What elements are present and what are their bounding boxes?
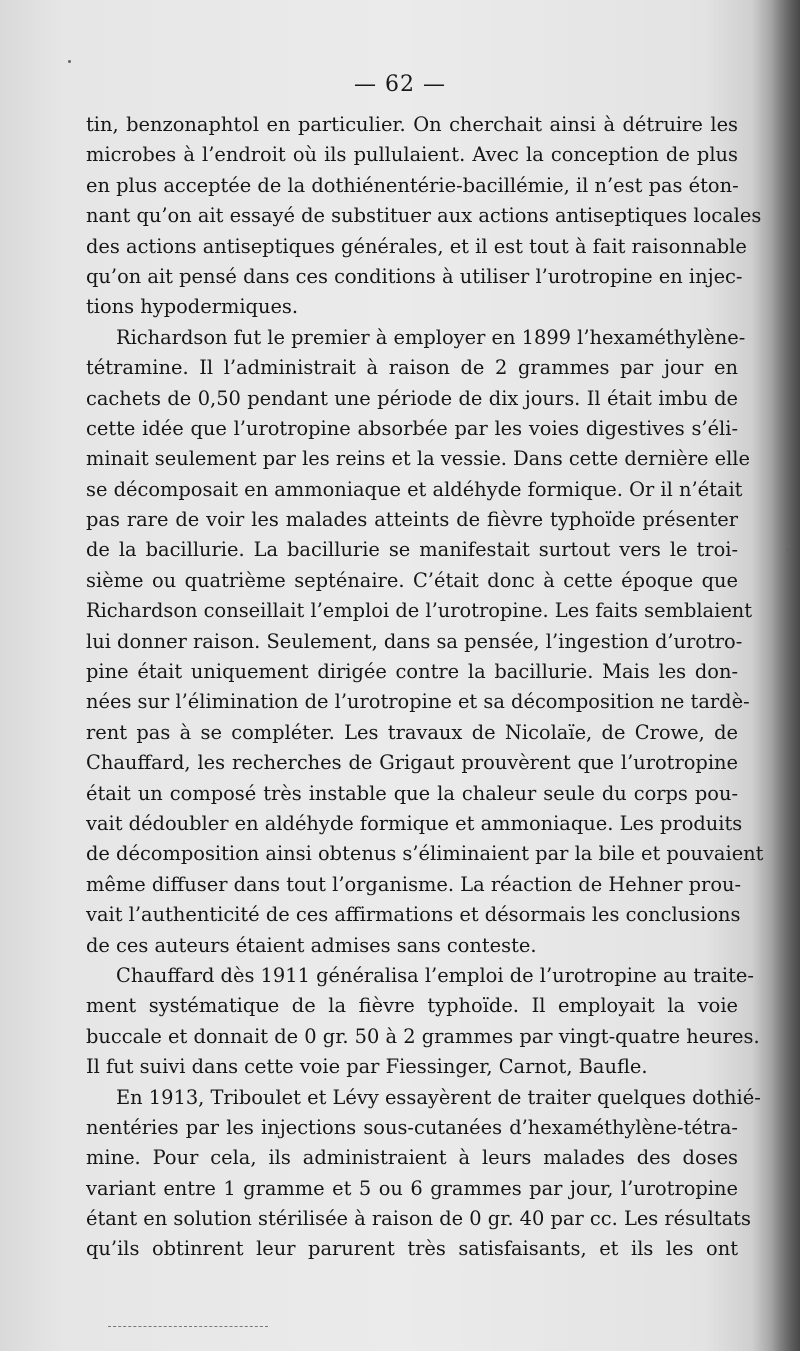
text-line: en plus acceptée de la dothiénentérie-bacillémie, il n’est pas éton- [86,173,739,197]
text-line: sième ou quatrième septénaire. C’était donc à cette époque que [86,568,738,592]
text-line: de la bacillurie. La bacillurie se manifestait surtout vers le troi- [86,538,738,562]
text-line: mine. Pour cela, ils administraient à leurs malades des doses [86,1146,738,1170]
text-line: En 1913, Triboulet et Lévy essayèrent de traiter quelques dothié- [116,1085,761,1109]
text-line: lui donner raison. Seulement, dans sa pensée, l’ingestion d’urotro- [86,629,743,653]
text-line: Richardson fut le premier à employer en 1899 l’hexaméthylène- [116,325,746,349]
text-line: cette idée que l’urotropine absorbée par les voies digestives s’éli- [86,416,738,440]
text-line: variant entre 1 gramme et 5 ou 6 grammes par jour, l’urotropine [86,1176,738,1200]
text-line: nant qu’on ait essayé de substituer aux actions antiseptiques locales [86,204,762,228]
text-line: cachets de 0,50 pendant une période de dix jours. Il était imbu de [86,386,738,410]
paper-speck [786,548,789,551]
text-line: Il fut suivi dans cette voie par Fiessinger, Carnot, Baufle. [86,1055,648,1079]
text-line: Chauffard dès 1911 généralisa l’emploi de l’urotropine au traite- [116,963,754,987]
text-line: qu’on ait pensé dans ces conditions à utiliser l’urotropine en injec- [86,264,743,288]
text-line: qu’ils obtinrent leur parurent très satisfaisants, et ils les ont [86,1237,738,1261]
footer-rule [108,1326,268,1327]
text-line: nées sur l’élimination de l’urotropine et sa décomposition ne tardè- [86,690,750,714]
text-line: tétramine. Il l’administrait à raison de 2 grammes par jour en [86,356,738,380]
text-line: se décomposait en ammoniaque et aldéhyde formique. Or il n’était [86,477,743,501]
page-binding-shadow [772,0,800,1351]
text-line: microbes à l’endroit où ils pullulaient. Avec la conception de plus [86,143,738,167]
text-line: nentéries par les injections sous-cutanées d’hexaméthylène-tétra- [86,1115,738,1139]
text-line: Richardson conseillait l’emploi de l’urotropine. Les faits semblaient [86,599,753,623]
text-line: ment systématique de la fièvre typhoïde. Il employait la voie [86,994,738,1018]
text-line: tin, benzonaphtol en particulier. On cherchait ainsi à détruire les [86,113,738,136]
text-line: tions hypodermiques. [86,295,299,319]
text-line: rent pas à se compléter. Les travaux de Nicolaïe, de Crowe, de [86,720,738,744]
text-line: pas rare de voir les malades atteints de fièvre typhoïde présenter [86,508,738,532]
text-line: vait l’authenticité de ces affirmations et désormais les conclusions [86,903,741,927]
text-line: pine était uniquement dirigée contre la bacillurie. Mais les don- [86,660,738,684]
text-line: minait seulement par les reins et la vessie. Dans cette dernière elle [86,447,750,471]
text-line: étant en solution stérilisée à raison de 0 gr. 40 par cc. Les résultats [86,1207,751,1231]
text-line: Chauffard, les recherches de Grigaut prouvèrent que l’urotropine [86,751,738,775]
text-line: buccale et donnait de 0 gr. 50 à 2 grammes par vingt-quatre heures. [86,1024,760,1048]
text-line: vait dédoubler en aldéhyde formique et ammoniaque. Les produits [86,811,743,835]
paper-speck [68,60,71,63]
text-line: de décomposition ainsi obtenus s’éliminaient par la bile et pouvaient [86,842,764,866]
text-line: de ces auteurs étaient admises sans conteste. [86,933,537,957]
body-text [86,110,764,1265]
text-line: même diffuser dans tout l’organisme. La réaction de Hehner prou- [86,872,742,896]
text-line: des actions antiseptiques générales, et il est tout à fait raisonnable [86,234,747,258]
page-number: — 62 — [354,72,446,97]
text-line: était un composé très instable que la chaleur seule du corps pou- [86,781,738,805]
